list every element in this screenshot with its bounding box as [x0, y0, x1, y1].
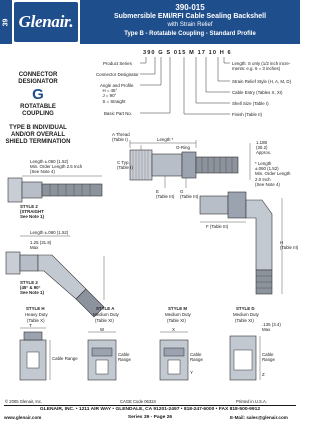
printed-in: Printed in U.S.A.	[236, 399, 267, 404]
label-g-table: G (Table III)	[180, 189, 199, 200]
callout-strain-relief: Strain Relief Style (H, A, M, D)	[232, 79, 292, 84]
style-h-table: (Table X)	[27, 318, 45, 323]
style-m-name: STYLE M	[168, 306, 188, 311]
product-subtitle: with Strain Relief	[167, 22, 213, 28]
label-x: X	[172, 327, 175, 332]
part-code: 390 G S 015 M 17 10 H 6	[143, 50, 232, 56]
label-a-thread: A Thread (Table I)	[112, 132, 130, 143]
callout-shell-size: Shell Size (Table I)	[232, 101, 269, 106]
label-length-star: Length *	[157, 137, 174, 142]
label-y: Y	[190, 370, 193, 375]
company-address: GLENAIR, INC. • 1211 AIR WAY • GLENDALE, CA 91201-2497 • 818-247-6000 • FAX 818-500-9912	[39, 407, 261, 412]
label-f-table: F (Table III)	[206, 224, 229, 229]
label-1188: 1.188 (30.2) Approx.	[256, 140, 272, 156]
label-c-typ: C Typ. (Table I)	[117, 160, 133, 171]
footer-divider	[4, 405, 296, 406]
label-length-left: Length ±.060 (1.52) Min. Order Length 2.5 Inch (See Note 4)	[30, 159, 83, 175]
callout-finish: Finish (Table II)	[232, 112, 263, 117]
label-135-max: .135 (3.4) Max	[262, 322, 281, 333]
copyright: © 2005 Glenair, Inc.	[5, 399, 43, 404]
label-d-cable-range: Cable Range	[262, 352, 275, 363]
rotatable-coupling-heading: ROTATABLE COUPLING	[20, 104, 56, 117]
designator-letter: G	[32, 86, 44, 103]
style-m-duty: Medium Duty	[165, 312, 191, 317]
label-h-table: H (Table III)	[280, 240, 299, 251]
callout-cable-entry: Cable Entry (Tables X, XI)	[232, 90, 283, 95]
series-tab-label: 39	[2, 18, 10, 26]
label-t: T	[29, 323, 32, 328]
style-a-name: STYLE A	[96, 306, 115, 311]
style-m-table: (Table XI)	[167, 318, 186, 323]
label-125-max: 1.25 (31.8) Max	[30, 240, 52, 251]
website-link[interactable]: www.glenair.com	[4, 415, 42, 420]
label-o-ring: O-Ring	[176, 145, 190, 150]
label-style2-straight: STYLE 2 (STRAIGHT See Note 1)	[20, 204, 44, 220]
style-d-duty: Medium Duty	[233, 312, 259, 317]
product-title: Submersible EMI/RFI Cable Sealing Backshell	[113, 13, 267, 20]
callout-basic-part-no: Basic Part No.	[104, 111, 133, 116]
style-d-table: (Table XI)	[235, 318, 254, 323]
callout-length: Length: S only (1/2 inch incre- ments: e.g. 6 = 3 inches)	[232, 61, 291, 72]
label-style2-45: STYLE 2 (45° & 90° See Note 1)	[20, 280, 44, 296]
email-link[interactable]: E-Mail: sales@glenair.com	[230, 415, 288, 420]
label-length-right: * Length ±.060 (1.52) Min. Order Length 2.0 Inch (See Note 4)	[255, 161, 291, 187]
label-m-cable-range: Cable Range	[190, 352, 203, 363]
callout-product-series: Product Series	[103, 61, 132, 66]
callout-connector-designator: Connector Designator	[96, 72, 139, 77]
style-d-name: STYLE D	[236, 306, 255, 311]
type-b-heading: TYPE B INDIVIDUAL AND/OR OVERALL SHIELD TERMINATION	[5, 125, 71, 145]
label-length-45: Length ±.060 (1.52)	[30, 230, 69, 235]
part-number: 390-015	[175, 3, 205, 12]
style-a-duty: Medium Duty	[93, 312, 119, 317]
connector-designator-heading: CONNECTOR DESIGNATOR	[18, 72, 58, 85]
series-page: Series 39 - Page 26	[127, 415, 173, 420]
product-type: Type B - Rotatable Coupling - Standard Profile	[124, 31, 256, 37]
label-e-table: E (Table III)	[156, 189, 175, 200]
callout-angle-profile: Angle and Profile H = 45° J = 90° S = Straight	[100, 83, 134, 104]
style-a-table: (Table XI)	[95, 318, 114, 323]
label-z: Z	[262, 372, 265, 377]
style-h-name: STYLE H	[26, 306, 45, 311]
cage-code: CAGE Code 06324	[120, 399, 156, 404]
logo-text: Glenair.	[18, 12, 74, 31]
label-a-cable-range: Cable Range	[118, 352, 131, 363]
label-h-cable-range: Cable Range	[52, 356, 78, 361]
style-h-duty: Heavy Duty	[25, 312, 48, 317]
label-w: W	[100, 327, 105, 332]
